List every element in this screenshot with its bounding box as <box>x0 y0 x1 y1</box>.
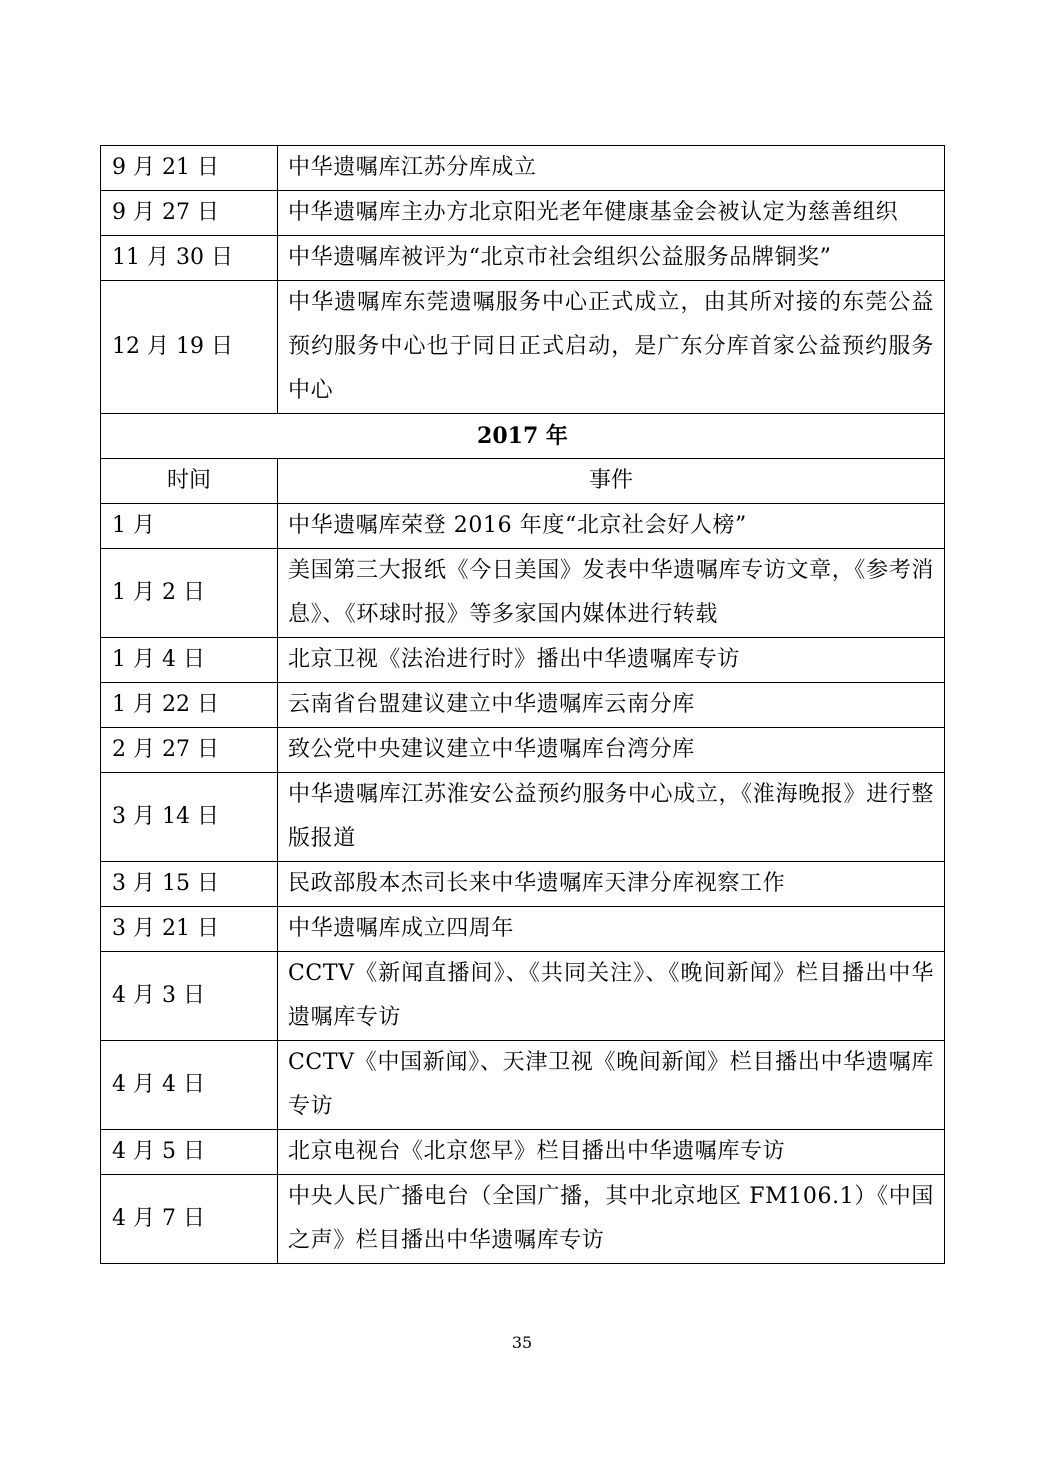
date-cell: 2 月 27 日 <box>101 728 278 773</box>
event-cell: 中华遗嘱库东莞遗嘱服务中心正式成立，由其所对接的东莞公益预约服务中心也于同日正式启动，是广东分库首家公益预约服务中心 <box>278 281 945 414</box>
event-cell: CCTV《中国新闻》、天津卫视《晚间新闻》栏目播出中华遗嘱库专访 <box>278 1041 945 1130</box>
table-row <box>101 907 945 952</box>
date-cell: 3 月 21 日 <box>101 907 278 952</box>
event-cell: 北京电视台《北京您早》栏目播出中华遗嘱库专访 <box>278 1130 945 1175</box>
year-heading: 2017 年 <box>101 414 945 459</box>
table-row <box>101 146 945 191</box>
date-cell: 3 月 15 日 <box>101 862 278 907</box>
event-cell: 中华遗嘱库成立四周年 <box>278 907 945 952</box>
event-cell: 中华遗嘱库江苏淮安公益预约服务中心成立，《淮海晚报》进行整版报道 <box>278 773 945 862</box>
event-cell: 美国第三大报纸《今日美国》发表中华遗嘱库专访文章，《参考消息》、《环球时报》等多家国内媒体进行转载 <box>278 549 945 638</box>
date-cell: 4 月 3 日 <box>101 952 278 1041</box>
table-row <box>101 773 945 862</box>
date-cell: 1 月 22 日 <box>101 683 278 728</box>
event-cell: 中华遗嘱库荣登 2016 年度“北京社会好人榜” <box>278 504 945 549</box>
event-cell: 中华遗嘱库主办方北京阳光老年健康基金会被认定为慈善组织 <box>278 191 945 236</box>
column-header-event: 事件 <box>278 459 945 504</box>
table-row <box>101 1041 945 1130</box>
table-row <box>101 549 945 638</box>
header-row <box>101 459 945 504</box>
table-row <box>101 236 945 281</box>
table-row <box>101 952 945 1041</box>
event-cell: 致公党中央建议建立中华遗嘱库台湾分库 <box>278 728 945 773</box>
table-row <box>101 281 945 414</box>
year-row <box>101 414 945 459</box>
column-header-time: 时间 <box>101 459 278 504</box>
event-cell: 中华遗嘱库被评为“北京市社会组织公益服务品牌铜奖” <box>278 236 945 281</box>
date-cell: 11 月 30 日 <box>101 236 278 281</box>
timeline-table <box>100 145 945 1264</box>
table-row <box>101 504 945 549</box>
event-cell: 中央人民广播电台（全国广播，其中北京地区 FM106.1）《中国之声》栏目播出中华遗嘱库专访 <box>278 1175 945 1264</box>
event-cell: 北京卫视《法治进行时》播出中华遗嘱库专访 <box>278 638 945 683</box>
event-cell: 中华遗嘱库江苏分库成立 <box>278 146 945 191</box>
event-cell: 民政部殷本杰司长来中华遗嘱库天津分库视察工作 <box>278 862 945 907</box>
table-row <box>101 862 945 907</box>
table-row <box>101 638 945 683</box>
date-cell: 1 月 2 日 <box>101 549 278 638</box>
date-cell: 12 月 19 日 <box>101 281 278 414</box>
date-cell: 9 月 21 日 <box>101 146 278 191</box>
table-row <box>101 1175 945 1264</box>
table-row <box>101 191 945 236</box>
table-row <box>101 728 945 773</box>
date-cell: 9 月 27 日 <box>101 191 278 236</box>
event-cell: CCTV《新闻直播间》、《共同关注》、《晚间新闻》栏目播出中华遗嘱库专访 <box>278 952 945 1041</box>
table-row <box>101 1130 945 1175</box>
date-cell: 1 月 4 日 <box>101 638 278 683</box>
date-cell: 1 月 <box>101 504 278 549</box>
date-cell: 4 月 7 日 <box>101 1175 278 1264</box>
date-cell: 4 月 5 日 <box>101 1130 278 1175</box>
event-cell: 云南省台盟建议建立中华遗嘱库云南分库 <box>278 683 945 728</box>
date-cell: 3 月 14 日 <box>101 773 278 862</box>
page-number: 35 <box>511 1333 533 1352</box>
table-row <box>101 683 945 728</box>
date-cell: 4 月 4 日 <box>101 1041 278 1130</box>
